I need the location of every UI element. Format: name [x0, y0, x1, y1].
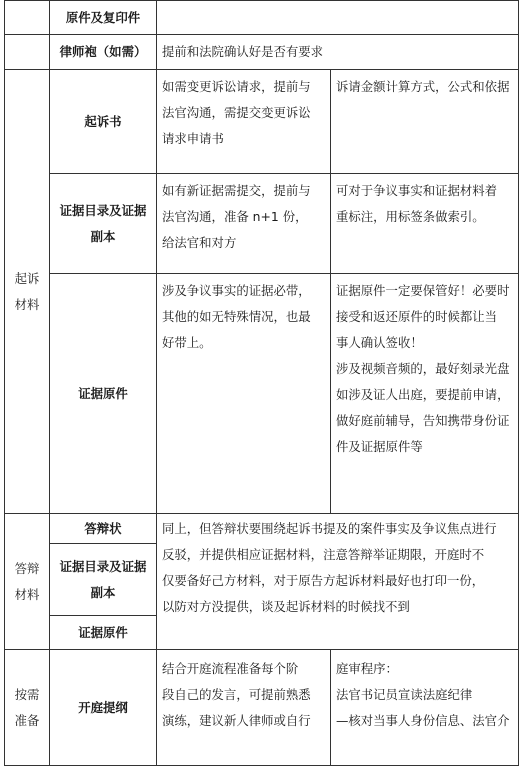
litigation-materials-table: [4, 0, 519, 766]
item-defense-original-evidence: 证据原件: [50, 616, 157, 650]
group-label-complaint: 起诉 材料: [5, 70, 50, 514]
item-defense-statement: 答辩状: [50, 514, 157, 544]
note-lawyer-robe: 提前和法院确认好是否有要求: [157, 35, 519, 70]
note-empty: [157, 1, 519, 35]
table-row: [5, 70, 519, 174]
item-evidence-catalog: 证据目录及证据 副本: [50, 174, 157, 274]
defense-note: 同上，但答辩状要围绕起诉书提及的案件事实及争议焦点进行 反驳，并提供相应证据材料，注意答辩举证期限，开庭时不 仅要备好己方材料，对于原告方起诉材料最好也打印一份， 以防对方没提供，谈及起诉材料的时候找不到: [157, 514, 519, 650]
group-label-prep: 按需 准备: [5, 650, 50, 766]
complaint-note-2: 诉请金额计算方式，公式和依据: [331, 70, 519, 174]
item-lawyer-robe: 律师袍（如需）: [50, 35, 157, 70]
original-evidence-note-2: 证据原件一定要保管好！必要时 接受和返还原件的时候都让当 事人确认签收！ 涉及视频音频的，最好刻录光盘 如涉及证人出庭，要提前申请， 做好庭前辅导，告知携带身份证 件及证据原件等: [331, 274, 519, 514]
table-row: [5, 650, 519, 766]
evidence-catalog-note-2: 可对于争议事实和证据材料着 重标注，用标签条做索引。: [331, 174, 519, 274]
evidence-catalog-note-1: 如有新证据需提交，提前与 法官沟通，准备 n+1 份， 给法官和对方: [157, 174, 331, 274]
item-complaint: 起诉书: [50, 70, 157, 174]
trial-outline-note-2: 庭审程序： 法官书记员宣读法庭纪律 —核对当事人身份信息、法官介: [331, 650, 519, 766]
complaint-note-1: 如需变更诉讼请求，提前与 法官沟通，需提交变更诉讼 请求申请书: [157, 70, 331, 174]
table-row: [5, 1, 519, 35]
table-row: [5, 514, 519, 544]
item-defense-evidence-catalog: 证据目录及证据 副本: [50, 544, 157, 616]
group-label-defense: 答辩 材料: [5, 514, 50, 650]
table-row: [5, 274, 519, 514]
item-original-evidence: 证据原件: [50, 274, 157, 514]
item-original-and-copies: 原件及复印件: [50, 1, 157, 35]
trial-outline-note-1: 结合开庭流程准备每个阶 段自己的发言，可提前熟悉 演练，建议新人律师或自行: [157, 650, 331, 766]
original-evidence-note-1: 涉及争议事实的证据必带， 其他的如无特殊情况，也最 好带上。: [157, 274, 331, 514]
item-trial-outline: 开庭提纲: [50, 650, 157, 766]
table-row: [5, 35, 519, 70]
group-cell-empty: [5, 35, 50, 70]
table-row: [5, 174, 519, 274]
group-cell-empty: [5, 1, 50, 35]
